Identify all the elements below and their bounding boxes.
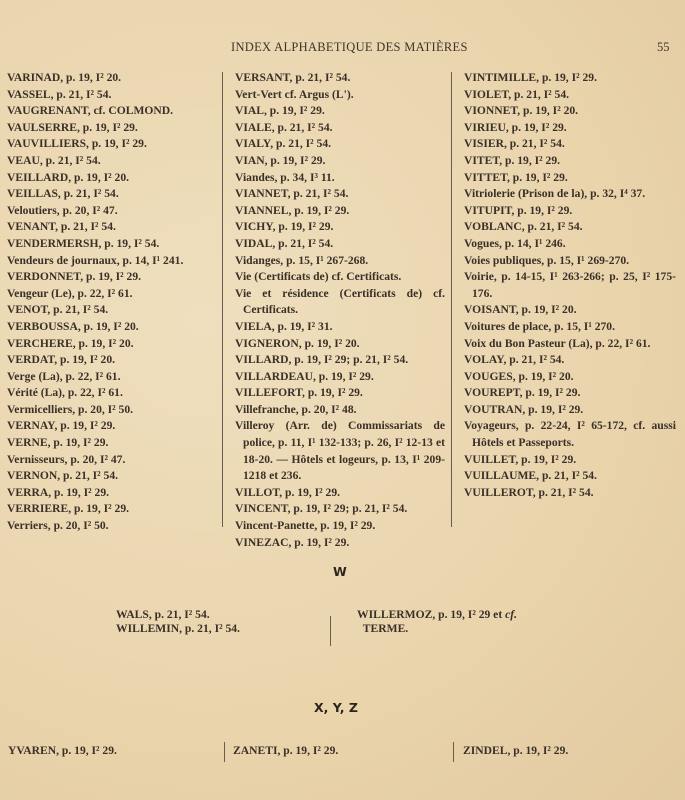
index-entry: VIRIEU, p. 19, I² 29.	[464, 120, 567, 134]
index-entry: VITET, p. 19, I² 29.	[464, 153, 561, 167]
index-entry: Vérité (La), p. 22, I² 61.	[7, 386, 123, 400]
index-entry: VOUTRAN, p. 19, I² 29.	[464, 402, 584, 416]
index-column-3	[464, 70, 676, 501]
index-entry: VISIER, p. 21, I² 54.	[464, 137, 565, 151]
index-entry: VINEZAC, p. 19, I² 29.	[235, 535, 350, 549]
index-entry: ZINDEL, p. 19, I² 29.	[463, 744, 569, 757]
index-entry: VILLEFORT, p. 19, I² 29.	[235, 386, 363, 400]
index-entry: VITUPIT, p. 19, I² 29.	[464, 203, 573, 217]
index-entry: Vengeur (Le), p. 22, I² 61.	[7, 286, 133, 300]
index-entry: VOLAY, p. 21, I² 54.	[464, 353, 565, 367]
w-left-column	[116, 608, 240, 636]
column-divider	[453, 742, 454, 762]
index-entry: VUILLET, p. 19, I² 29.	[464, 452, 577, 466]
index-entry: Vitriolerie (Prison de la), p. 32, I⁴ 37.	[464, 187, 646, 201]
index-entry: VIALY, p. 21, I² 54.	[235, 137, 332, 151]
index-entry: VIANNET, p. 21, I² 54.	[235, 187, 349, 201]
index-entry: YVAREN, p. 19, I² 29.	[8, 744, 117, 757]
index-entry: Villefranche, p. 20, I² 48.	[235, 402, 357, 416]
index-entry: Verge (La), p. 22, I² 61.	[7, 369, 121, 383]
index-entry: VIELA, p. 19, I² 31.	[235, 319, 333, 333]
index-entry: VERSANT, p. 21, I² 54.	[235, 71, 351, 84]
index-entry: VIAL, p. 19, I² 29.	[235, 104, 325, 118]
index-entry: VIGNERON, p. 19, I² 20.	[235, 336, 360, 350]
index-entry: VICHY, p. 19, I² 29.	[235, 220, 334, 234]
index-entry: Vie et résidence (Certificats de) cf. Certificats.	[235, 286, 445, 317]
index-entry: Vernisseurs, p. 20, I² 47.	[7, 452, 126, 466]
index-entry: VUILLAUME, p. 21, I² 54.	[464, 469, 597, 483]
index-entry: VOUGES, p. 19, I² 20.	[464, 369, 574, 383]
index-entry: VIDAL, p. 21, I² 54.	[235, 236, 334, 250]
index-entry: VERNE, p. 19, I² 29.	[7, 436, 109, 450]
index-entry: VERNAY, p. 19, I² 29.	[7, 419, 116, 433]
index-entry: VERCHERE, p. 19, I² 20.	[7, 336, 134, 350]
column-divider	[222, 72, 223, 527]
column-divider	[330, 616, 331, 646]
running-header	[0, 40, 685, 56]
index-entry: VERRA, p. 19, I² 29.	[7, 485, 110, 499]
index-entry: VINCENT, p. 19, I² 29; p. 21, I² 54.	[235, 502, 408, 516]
index-entry: Vermicelliers, p. 20, I² 50.	[7, 402, 134, 416]
index-entry: VERBOUSSA, p. 19, I² 20.	[7, 319, 139, 333]
index-entry: VILLARDEAU, p. 19, I² 29.	[235, 369, 374, 383]
index-entry: Voirie, p. 14-15, I¹ 263-266; p. 25, I² 175-176.	[464, 270, 676, 300]
index-entry: VOISANT, p. 19, I² 20.	[464, 303, 577, 317]
index-entry: Vie (Certificats de) cf. Certificats.	[235, 270, 402, 284]
page-title: INDEX ALPHABETIQUE DES MATIÈRES	[231, 40, 468, 54]
index-entry: VARINAD, p. 19, I² 20.	[7, 71, 122, 84]
index-column-2	[235, 70, 445, 551]
index-entry: Veloutiers, p. 20, I² 47.	[7, 203, 118, 217]
index-entry: Vendeurs de journaux, p. 14, I¹ 241.	[7, 253, 184, 267]
index-entry: Verriers, p. 20, I² 50.	[7, 519, 109, 533]
index-entry: VIALE, p. 21, I² 54.	[235, 120, 333, 134]
index-entry: Vogues, p. 14, I¹ 246.	[464, 236, 566, 250]
index-entry: Viandes, p. 34, I³ 11.	[235, 170, 335, 184]
index-entry: VENANT, p. 21, I² 54.	[7, 220, 116, 234]
w-right-column	[357, 608, 597, 636]
index-entry: VERDAT, p. 19, I² 20.	[7, 353, 116, 367]
index-entry: VENDERMERSH, p. 19, I² 54.	[7, 236, 160, 250]
index-entry: VIONNET, p. 19, I² 20.	[464, 104, 579, 118]
index-entry: Vidanges, p. 15, I¹ 267-268.	[235, 253, 369, 267]
index-entry: VILLOT, p. 19, I² 29.	[235, 485, 341, 499]
index-entry: WILLERMOZ, p. 19, I² 29 et cf. TERME.	[357, 608, 517, 635]
index-entry: VAULSERRE, p. 19, I² 29.	[7, 120, 138, 134]
index-entry: Villeroy (Arr. de) Commissariats de police, p. 11, I¹ 132-133; p. 26, I² 12-13 et 18-20. — Hôtels et logeurs, p. 13, I¹ 209-1218 et 236.	[235, 419, 445, 483]
column-divider	[224, 742, 225, 762]
index-entry: VENOT, p. 21, I² 54.	[7, 303, 109, 317]
index-entry: VASSEL, p. 21, I² 54.	[7, 87, 112, 101]
index-entry: WILLEMIN, p. 21, I² 54.	[116, 622, 240, 635]
index-entry: VIAN, p. 19, I² 29.	[235, 153, 326, 167]
index-entry: VAUVILLIERS, p. 19, I² 29.	[7, 137, 147, 151]
index-entry: VAUGRENANT, cf. COLMOND.	[7, 104, 174, 118]
index-entry: Voitures de place, p. 15, I¹ 270.	[464, 319, 615, 333]
index-entry: ZANETI, p. 19, I² 29.	[233, 744, 339, 757]
index-entry: VOUREPT, p. 19, I² 29.	[464, 386, 581, 400]
index-entry: Vincent-Panette, p. 19, I² 29.	[235, 519, 376, 533]
index-column-1	[7, 70, 217, 535]
index-entry: VINTIMILLE, p. 19, I² 29.	[464, 71, 597, 84]
index-entry: VEILLARD, p. 19, I² 20.	[7, 170, 130, 184]
index-entry: VERNON, p. 21, I² 54.	[7, 469, 119, 483]
page-number: 55	[657, 40, 670, 54]
section-heading-w: W	[333, 564, 347, 579]
index-entry: Voies publiques, p. 15, I¹ 269-270.	[464, 253, 630, 267]
index-entry: VIOLET, p. 21, I² 54.	[464, 87, 570, 101]
index-entry: VEAU, p. 21, I² 54.	[7, 153, 101, 167]
index-entry: WALS, p. 21, I² 54.	[116, 608, 210, 621]
index-entry: VUILLEROT, p. 21, I² 54.	[464, 485, 594, 499]
index-entry: VILLARD, p. 19, I² 29; p. 21, I² 54.	[235, 353, 409, 367]
index-entry: VITTET, p. 19, I² 29.	[464, 170, 568, 184]
index-entry: VERDONNET, p. 19, I² 29.	[7, 270, 142, 284]
index-entry: VEILLAS, p. 21, I² 54.	[7, 187, 119, 201]
index-entry: Voix du Bon Pasteur (La), p. 22, I² 61.	[464, 336, 651, 350]
column-divider	[451, 72, 452, 527]
index-entry: VOBLANC, p. 21, I² 54.	[464, 220, 583, 234]
index-entry: VERRIERE, p. 19, I² 29.	[7, 502, 130, 516]
index-entry: Voyageurs, p. 22-24, I² 65-172, cf. aussi Hôtels et Passeports.	[464, 419, 676, 450]
section-heading-xyz: X, Y, Z	[314, 700, 358, 715]
index-entry: VIANNEL, p. 19, I² 29.	[235, 203, 350, 217]
index-entry: Vert-Vert cf. Argus (L').	[235, 87, 354, 101]
